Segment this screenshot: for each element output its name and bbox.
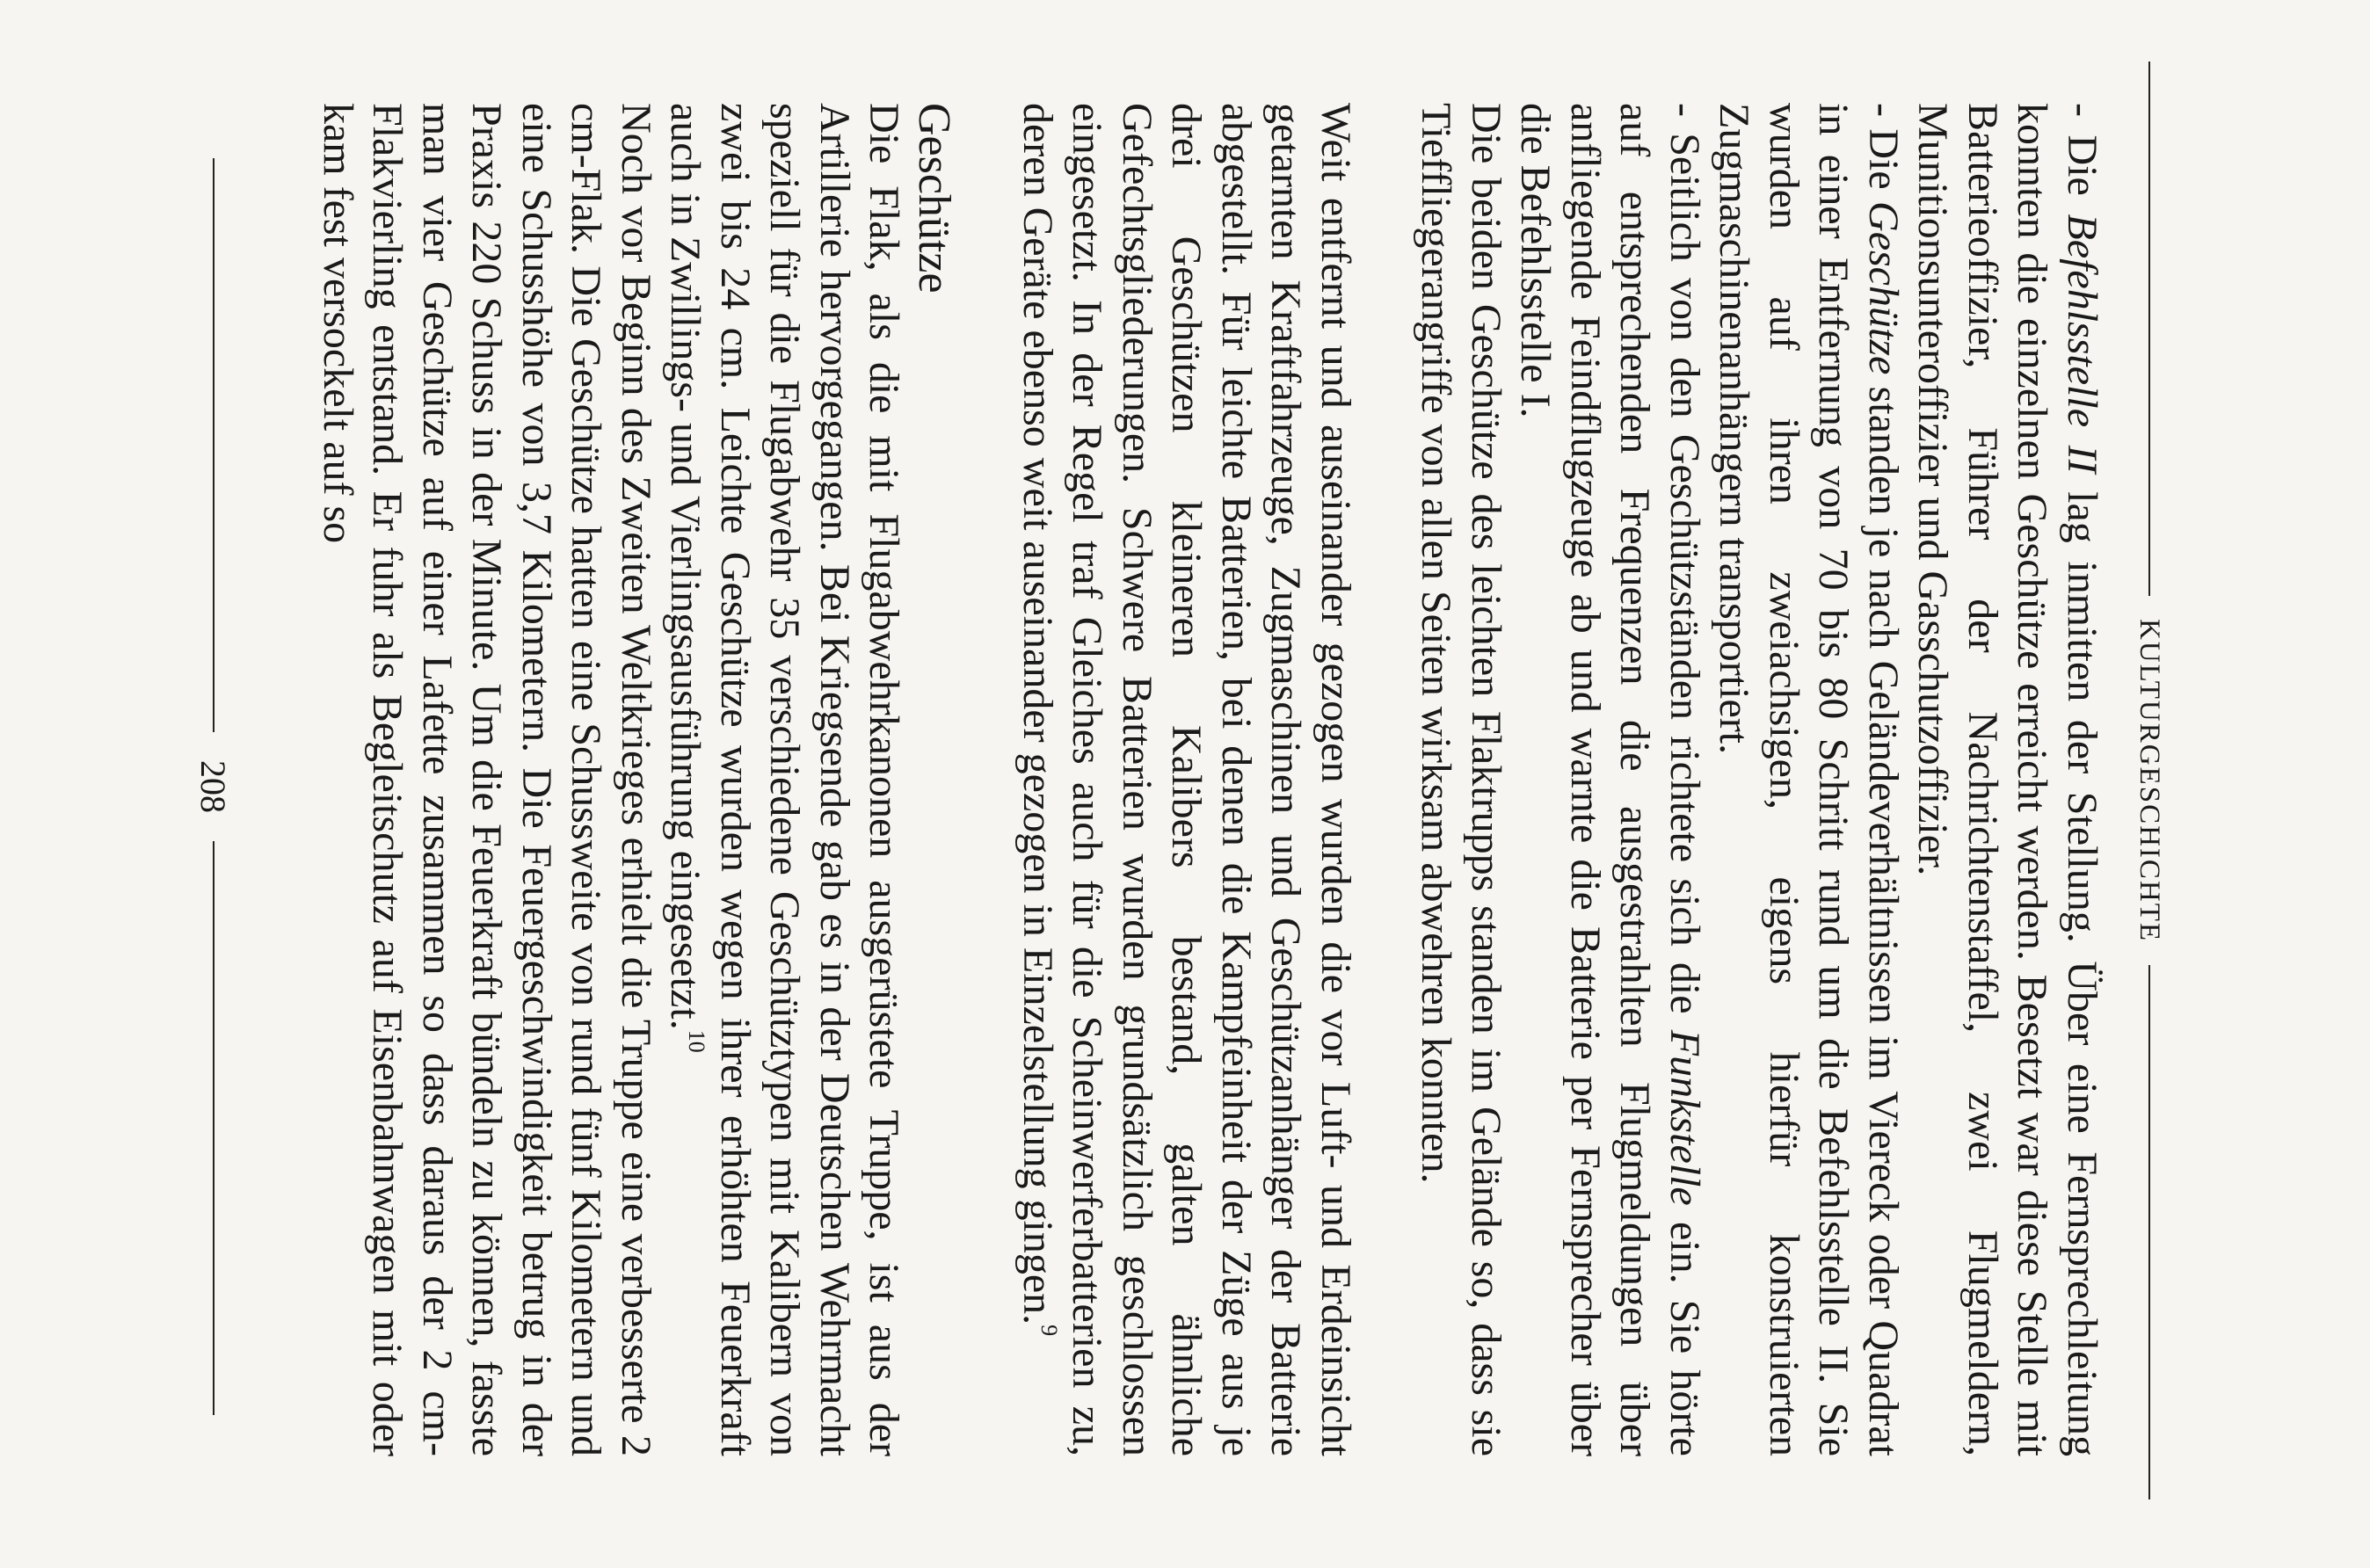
header-rule-left	[2148, 62, 2150, 596]
running-head: KULTURGESCHICHTE	[2134, 618, 2166, 943]
section-heading-geschuetze: Geschütze	[909, 103, 960, 294]
header-rule-right	[2148, 965, 2150, 1499]
paragraph-flaktrupp: Die beiden Geschütze des leichten Flaktrupps standen im Gelände so, dass sie Tieffliegerangriffe von allen Seiten wirksam abwehren konnten.	[1413, 103, 1509, 1456]
footnote-ref-9: 9	[1036, 1325, 1062, 1337]
paragraph-funkstelle: - Seitlich von den Geschützständen richtete sich die Funkstelle ein. Sie hörte auf entsprechenden Frequenzen die ausgestrahlten Flugmeldungen über anfliegende Feindflugzeuge ab und warnte die Batterie per Fernsprecher über die Befehlsstelle I.	[1512, 103, 1708, 1456]
paragraph-geschuetze-stellung: - Die Geschütze standen je nach Geländeverhältnissen im Viereck oder Quadrat in einer Entfernung von 70 bis 80 Schritt rund um die Befehlsstelle II. Sie wurden auf ihren zweiachsigen, eigens hierfür konstruierten Zugmaschinenanhängern transportiert.	[1711, 103, 1907, 1456]
page-number: 208	[193, 760, 234, 813]
term-funkstelle: Funkstelle	[1661, 1029, 1708, 1206]
term-geschuetze: Geschütze	[1860, 201, 1907, 375]
footer-rule-left	[213, 158, 214, 732]
paragraph-befehlsstelle: - Die Befehlsstelle II lag inmitten der Stellung. Über eine Fernsprechleitung konnten die einzelnen Geschütze erreicht werden. Besetzt war diese Stelle mit Batterieoffizier, Führer der Nachrichtenstaffel, zwei Flugmeldern, Munitionsunteroffizier und Gasschutzoffizier.	[1909, 103, 2105, 1457]
body-text	[313, 103, 2107, 1456]
page-header	[2127, 62, 2171, 1499]
term-befehlsstelle: Befehlsstelle II	[2059, 214, 2105, 474]
paragraph-flakvierling: Noch vor Beginn des Zweiten Weltkrieges erhielt die Truppe eine verbesserte 2 cm-Flak. Die Geschütze hatten eine Schussweite von rund fünf Kilometern und eine Schusshöhe von 3,7 Kilometern. Die Feuergeschwindigkeit betrug in der Praxis 220 Schuss in der Minute. Um die Feuerkraft bündeln zu können, fasste man vier Geschütze auf einer Lafette zusammen so dass daraus der 2 cm-Flakvierling entstand. Er fuhr als Begleitschutz auf Eisenbahnwagen mit oder kam fest versockelt auf so	[315, 103, 659, 1456]
page-footer	[192, 158, 236, 1415]
paragraph-flak-herkunft: Die Flak, als die mit Flugabwehrkanonen ausgerüstete Truppe, ist aus der Artillerie hervorgegangen. Bei Kriegsende gab es in der Deutschen Wehrmacht speziell für die Flugabwehr 35 verschiedene Geschütztypen mit Kalibern von zwei bis 24 cm. Leichte Geschütze wurden wegen ihrer erhöhten Feuerkraft auch in Zwillings- und Vierlingsausführung eingesetzt.$^{10}$	[662, 103, 908, 1456]
footnote-ref-10: 10	[684, 1029, 710, 1053]
footer-rule-right	[213, 841, 214, 1415]
paragraph-kraftfahrzeuge: Weit entfernt und auseinander gezogen wurden die vor Luft- und Erdeinsicht getarnten Kraftfahrzeuge, Zugmaschinen und Geschützanhänger der Batterie abgestellt. Für leichte Batterien, bei denen die Kampfeinheit der Züge aus je drei Geschützen kleineren Kalibers bestand, galten ähnliche Gefechtsgliederungen. Schwere Batterien wurden grundsätzlich geschlossen eingesetzt. In der Regel traf Gleiches auch für die Scheinwerferbatterien zu, deren Geräte ebenso weit auseinander gezogen in Einzelstellung gingen.$^9$	[1014, 103, 1359, 1456]
